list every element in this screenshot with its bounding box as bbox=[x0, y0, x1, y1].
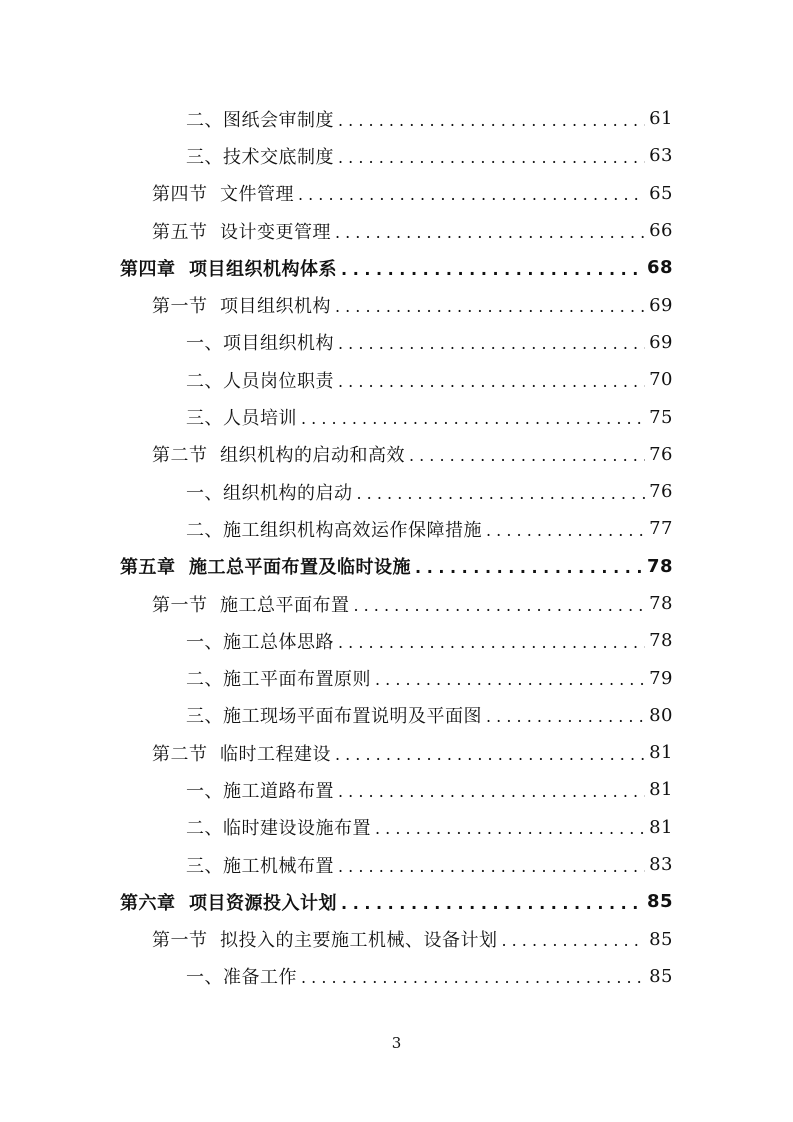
dot-leader bbox=[338, 374, 645, 390]
toc-entry-page: 81 bbox=[649, 779, 673, 801]
dot-leader bbox=[335, 299, 645, 315]
toc-entry-title: 二、施工平面布置原则 bbox=[186, 669, 371, 691]
toc-entry-page: 80 bbox=[649, 704, 673, 726]
toc-entry[interactable] bbox=[0, 361, 793, 398]
toc-entry[interactable] bbox=[0, 585, 793, 622]
toc-entry[interactable] bbox=[0, 324, 793, 361]
dot-leader bbox=[486, 523, 645, 539]
toc-chapter-entry[interactable] bbox=[0, 548, 793, 585]
toc-entry-page: 76 bbox=[649, 443, 673, 465]
toc-entry-title: 第五节 设计变更管理 bbox=[152, 221, 331, 243]
toc-entry-title: 第二节 临时工程建设 bbox=[152, 743, 331, 765]
toc-entry[interactable] bbox=[0, 398, 793, 435]
toc-entry-page: 81 bbox=[649, 742, 673, 764]
toc-entry[interactable] bbox=[0, 510, 793, 547]
toc-entry-title: 第一节 项目组织机构 bbox=[152, 296, 331, 318]
toc-entry-title: 二、临时建设设施布置 bbox=[186, 818, 371, 840]
toc-entry[interactable] bbox=[0, 622, 793, 659]
dot-leader bbox=[338, 784, 645, 800]
toc-entry-title: 一、施工总体思路 bbox=[186, 631, 334, 653]
toc-entry-page: 65 bbox=[649, 182, 673, 204]
dot-leader bbox=[338, 859, 645, 875]
page-number: 3 bbox=[391, 1034, 402, 1052]
toc-entry-page: 85 bbox=[649, 965, 673, 987]
dot-leader bbox=[375, 672, 645, 688]
toc-entry[interactable] bbox=[0, 286, 793, 323]
toc-entry-page: 69 bbox=[649, 294, 673, 316]
toc-entry-page: 78 bbox=[649, 593, 673, 614]
dot-leader bbox=[301, 411, 645, 427]
toc-entry-title: 第二节 组织机构的启动和高效 bbox=[152, 445, 405, 467]
toc-entry-title: 一、组织机构的启动 bbox=[186, 482, 353, 504]
toc-entry-page: 75 bbox=[649, 406, 673, 428]
toc-entry-title: 二、施工组织机构高效运作保障措施 bbox=[186, 519, 482, 541]
dot-leader bbox=[338, 336, 645, 352]
toc-entry[interactable] bbox=[0, 212, 793, 249]
toc-entry-title: 一、准备工作 bbox=[186, 967, 297, 989]
toc-entry-page: 85 bbox=[649, 928, 673, 950]
toc-entry-title: 第六章 项目资源投入计划 bbox=[120, 892, 338, 914]
dot-leader bbox=[301, 970, 645, 986]
dot-leader bbox=[338, 150, 645, 166]
toc-entry-page: 83 bbox=[649, 854, 673, 876]
toc-entry[interactable] bbox=[0, 137, 793, 174]
toc-entry-title: 第四章 项目组织机构体系 bbox=[120, 258, 338, 280]
toc-entry-page: 69 bbox=[649, 331, 673, 353]
dot-leader bbox=[338, 113, 645, 129]
dot-leader bbox=[341, 262, 643, 278]
toc-entry-page: 77 bbox=[649, 518, 673, 540]
toc-entry-title: 三、施工现场平面布置说明及平面图 bbox=[186, 706, 482, 728]
toc-entry[interactable] bbox=[0, 921, 793, 958]
dot-leader bbox=[338, 635, 645, 651]
toc-entry-title: 一、施工道路布置 bbox=[186, 780, 334, 802]
toc-entry-page: 70 bbox=[649, 369, 673, 391]
toc-entry-title: 第五章 施工总平面布置及临时设施 bbox=[120, 557, 412, 579]
dot-leader bbox=[486, 709, 645, 725]
toc-entry[interactable] bbox=[0, 436, 793, 473]
toc-entry[interactable] bbox=[0, 175, 793, 212]
toc-entry-page: 81 bbox=[649, 816, 673, 838]
toc-entry-page: 79 bbox=[649, 667, 673, 689]
toc-entry-page: 63 bbox=[649, 145, 673, 167]
toc-entry-title: 三、施工机械布置 bbox=[186, 855, 334, 877]
dot-leader bbox=[298, 187, 645, 203]
toc-entry[interactable] bbox=[0, 100, 793, 137]
dot-leader bbox=[501, 933, 645, 949]
toc-entry-title: 第一节 施工总平面布置 bbox=[152, 594, 350, 616]
toc-entry-title: 二、人员岗位职责 bbox=[186, 370, 334, 392]
dot-leader bbox=[335, 747, 645, 763]
toc-entry-page: 61 bbox=[649, 108, 673, 130]
toc-entry[interactable] bbox=[0, 734, 793, 771]
toc-entry-title: 第一节 拟投入的主要施工机械、设备计划 bbox=[152, 930, 498, 952]
toc-entry[interactable] bbox=[0, 771, 793, 808]
dot-leader bbox=[357, 486, 646, 502]
toc-entry-page: 85 bbox=[646, 891, 673, 913]
toc-entry[interactable] bbox=[0, 473, 793, 510]
toc-entry[interactable] bbox=[0, 809, 793, 846]
toc-entry-title: 一、项目组织机构 bbox=[186, 333, 334, 355]
toc-entry-title: 三、技术交底制度 bbox=[186, 146, 334, 168]
toc-entry-title: 二、图纸会审制度 bbox=[186, 109, 334, 131]
toc-chapter-entry[interactable] bbox=[0, 883, 793, 920]
dot-leader bbox=[335, 225, 645, 241]
toc-entry-page: 68 bbox=[646, 257, 673, 279]
toc-entry-page: 78 bbox=[649, 630, 673, 652]
toc-entry-title: 三、人员培训 bbox=[186, 408, 297, 430]
dot-leader bbox=[375, 821, 645, 837]
toc-entry-page: 76 bbox=[649, 481, 673, 503]
toc-entry[interactable] bbox=[0, 846, 793, 883]
toc-entry[interactable] bbox=[0, 659, 793, 696]
toc-entry-title: 第四节 文件管理 bbox=[152, 184, 294, 206]
toc-entry[interactable] bbox=[0, 697, 793, 734]
toc-entry-page: 66 bbox=[649, 220, 673, 242]
table-of-contents bbox=[0, 100, 793, 995]
dot-leader bbox=[341, 896, 643, 912]
dot-leader bbox=[353, 598, 645, 614]
toc-entry-page: 78 bbox=[646, 555, 673, 577]
dot-leader bbox=[409, 448, 645, 464]
dot-leader bbox=[415, 560, 643, 576]
toc-chapter-entry[interactable] bbox=[0, 249, 793, 286]
toc-entry[interactable] bbox=[0, 958, 793, 995]
